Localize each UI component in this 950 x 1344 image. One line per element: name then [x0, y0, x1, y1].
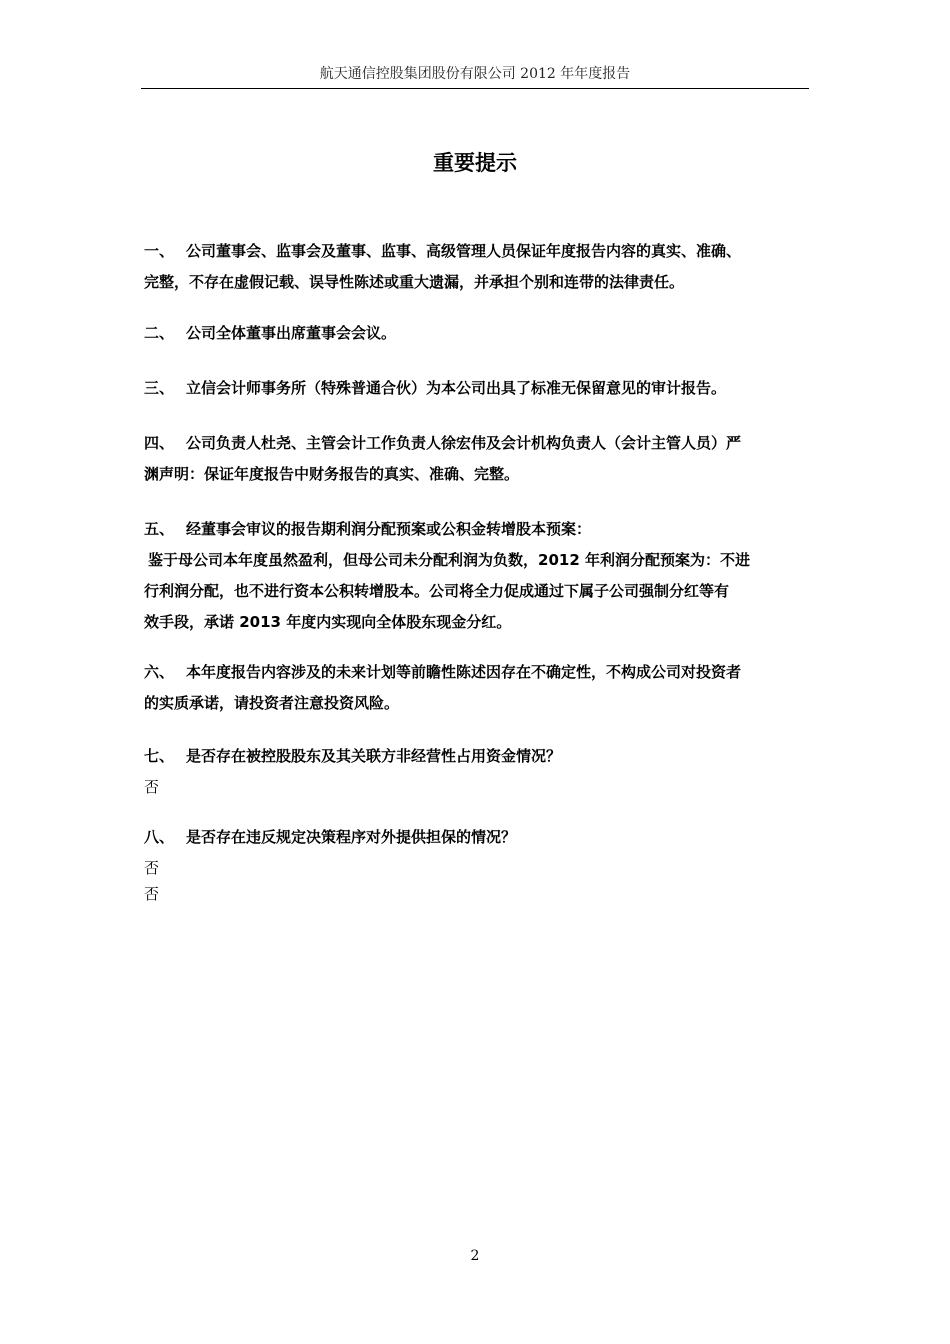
notice-item-3 [144, 373, 809, 404]
plan-text-line: 行利润分配，也不进行资本公积转增股本。公司将全力促成通过下属子公司强制分红等有 [144, 582, 730, 600]
item-text-line: 的实质承诺，请投资者注意投资风险。 [144, 694, 400, 712]
plan-text-line: 效手段，承诺 2013 年度内实现向全体股东现金分红。 [144, 613, 512, 631]
item-number: 二、 [144, 324, 175, 342]
document-title: 重要提示 [433, 151, 517, 175]
notice-item-2 [144, 318, 809, 349]
item-number: 五、 [144, 520, 175, 538]
notice-item-7 [144, 741, 809, 800]
header-rule [141, 88, 809, 89]
answer-text: 否 [144, 778, 160, 796]
page-header: 航天通信控股集团股份有限公司 2012 年年度报告 [319, 66, 631, 82]
item-text-line: 是否存在被控股股东及其关联方非经营性占用资金情况？ [186, 747, 562, 765]
notice-item-8 [144, 822, 809, 907]
notice-item-1 [144, 236, 809, 298]
item-number: 六、 [144, 663, 175, 681]
item-text-line: 本年度报告内容涉及的未来计划等前瞻性陈述因存在不确定性，不构成公司对投资者 [186, 663, 742, 681]
answer-text: 否 [144, 859, 160, 877]
item-text-line: 立信会计师事务所（特殊普通合伙）为本公司出具了标准无保留意见的审计报告。 [186, 379, 727, 397]
answer-text: 否 [144, 885, 160, 903]
item-number: 七、 [144, 747, 175, 765]
item-text-line: 完整，不存在虚假记载、误导性陈述或重大遗漏，并承担个别和连带的法律责任。 [144, 273, 685, 291]
notice-item-5 [144, 514, 809, 638]
notice-item-4 [144, 428, 809, 490]
item-text-line: 公司全体董事出席董事会会议。 [186, 324, 397, 342]
item-text-line: 渊声明：保证年度报告中财务报告的真实、准确、完整。 [144, 465, 520, 483]
item-number: 八、 [144, 828, 175, 846]
item-number: 三、 [144, 379, 175, 397]
plan-text-line: 鉴于母公司本年度虽然盈利，但母公司未分配利润为负数，2012 年利润分配预案为：不进 [148, 551, 750, 569]
item-number: 一、 [144, 242, 175, 260]
item-text-line: 是否存在违反规定决策程序对外提供担保的情况？ [186, 828, 517, 846]
item-text-line: 公司董事会、监事会及董事、监事、高级管理人员保证年度报告内容的真实、准确、 [186, 242, 742, 260]
page-number: 2 [470, 1248, 480, 1264]
item-number: 四、 [144, 434, 175, 452]
item-text-line: 公司负责人杜尧、主管会计工作负责人徐宏伟及会计机构负责人（会计主管人员）严 [186, 434, 742, 452]
item-text-line: 经董事会审议的报告期利润分配预案或公积金转增股本预案： [186, 520, 592, 538]
notice-item-6 [144, 657, 809, 719]
